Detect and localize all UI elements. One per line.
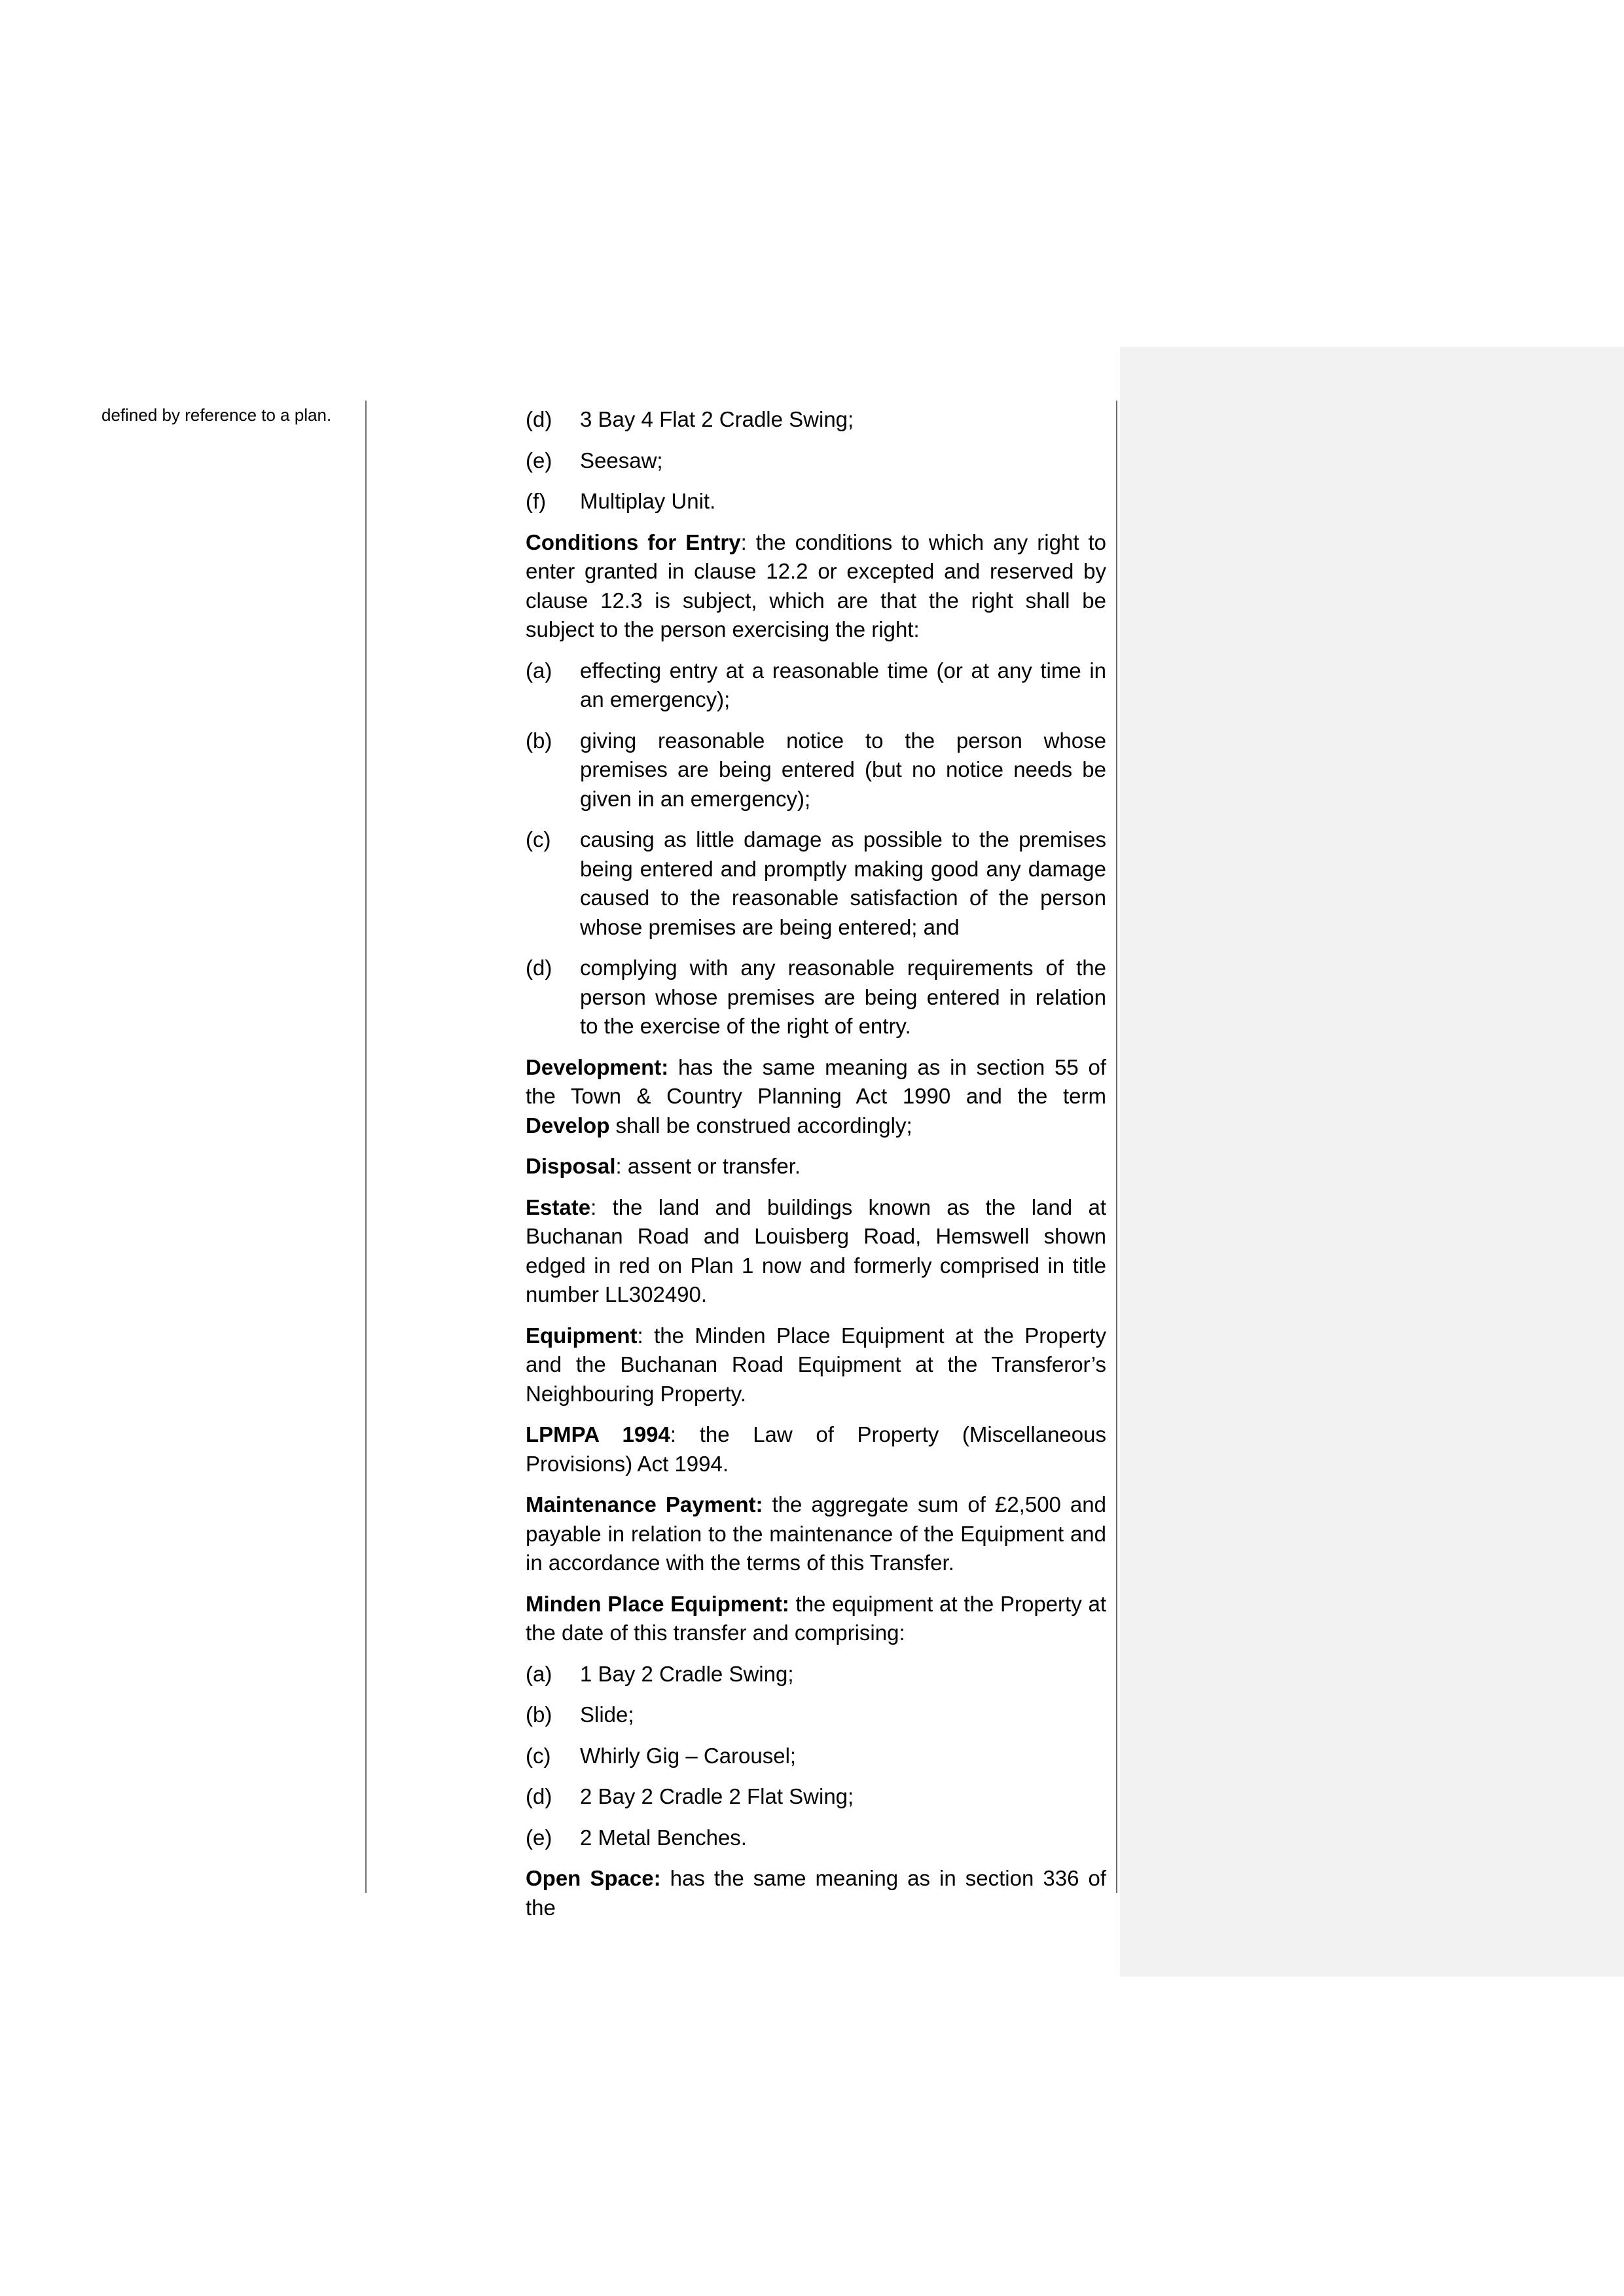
list-label: (d) — [526, 956, 552, 980]
defined-term: Estate — [526, 1194, 591, 1219]
list-label: (c) — [526, 1743, 551, 1768]
list-item — [526, 1782, 1106, 1812]
definition-open-space — [526, 1864, 1106, 1922]
defined-term: Development: — [526, 1054, 669, 1079]
defined-term: Minden Place Equipment: — [526, 1591, 789, 1616]
right-column-rule — [1116, 401, 1117, 1893]
list-text: 3 Bay 4 Flat 2 Cradle Swing; — [580, 407, 854, 431]
definition-text: : the land and buildings known as the land at Buchanan Road and Louisberg Road, Hemswell shown edged in red on Plan 1 now and formerly comprised in title number LL302490. — [526, 1194, 1106, 1306]
list-label: (d) — [526, 407, 552, 431]
list-text: Seesaw; — [580, 448, 663, 473]
definition-conditions-for-entry — [526, 528, 1106, 645]
definitions-body — [526, 405, 1106, 1934]
definition-development — [526, 1053, 1106, 1141]
defined-term: Maintenance Payment: — [526, 1492, 763, 1516]
definition-text: : the Minden Place Equipment at the Property and the Buchanan Road Equipment at the Transferor’s Neighbouring Property. — [526, 1323, 1106, 1406]
list-item — [526, 1742, 1106, 1771]
list-item — [526, 405, 1106, 435]
list-label: (e) — [526, 1825, 552, 1850]
list-item — [526, 954, 1106, 1041]
list-item — [526, 656, 1106, 715]
list-text: 2 Metal Benches. — [580, 1825, 747, 1850]
list-text: effecting entry at a reasonable time (or at any time in an emergency); — [580, 658, 1106, 711]
definition-minden-place-equipment — [526, 1590, 1106, 1648]
list-item — [526, 1700, 1106, 1730]
definition-text: : assent or transfer. — [615, 1154, 801, 1178]
list-text: 1 Bay 2 Cradle Swing; — [580, 1661, 794, 1686]
list-text: Multiplay Unit. — [580, 489, 716, 513]
defined-term: Open Space: — [526, 1866, 661, 1890]
defined-term: Equipment — [526, 1323, 638, 1348]
definition-text: has the same meaning as in section 336 of the — [526, 1866, 1106, 1920]
left-column-rule — [365, 401, 367, 1893]
list-item — [526, 446, 1106, 476]
list-text: Slide; — [580, 1702, 634, 1727]
list-label: (a) — [526, 658, 552, 683]
defined-term: Conditions for Entry — [526, 529, 741, 554]
definition-lpmpa — [526, 1420, 1106, 1479]
list-label: (b) — [526, 1702, 552, 1727]
definition-estate — [526, 1193, 1106, 1310]
list-text: 2 Bay 2 Cradle 2 Flat Swing; — [580, 1784, 854, 1808]
list-label: (d) — [526, 1784, 552, 1808]
list-label: (e) — [526, 448, 552, 473]
list-item — [526, 825, 1106, 942]
definition-text: shall be construed accordingly; — [609, 1113, 912, 1138]
list-label: (a) — [526, 1661, 552, 1686]
list-text: Whirly Gig – Carousel; — [580, 1743, 797, 1768]
definition-disposal — [526, 1152, 1106, 1181]
definition-text: : the Law of Property (Miscellaneous Provisions) Act 1994. — [526, 1422, 1106, 1476]
list-text: giving reasonable notice to the person whose premises are being entered (but no notice needs be given in an emergency); — [580, 728, 1106, 811]
list-item — [526, 1660, 1106, 1689]
definition-equipment — [526, 1321, 1106, 1409]
list-label: (f) — [526, 489, 547, 513]
definition-text: the equipment at the Property at the date of this transfer and comprising: — [526, 1591, 1106, 1645]
list-item — [526, 487, 1106, 516]
definition-text: : the conditions to which any right to enter granted in clause 12.2 or excepted and reserved by clause 12.3 is subject, which are that the right shall be subject to the person exercising the right: — [526, 529, 1106, 641]
defined-term: Develop — [526, 1113, 610, 1138]
list-item — [526, 726, 1106, 814]
defined-term: LPMPA 1994 — [526, 1422, 670, 1446]
list-label: (b) — [526, 728, 552, 753]
margin-note: defined by reference to a plan. — [101, 405, 332, 425]
definition-text: has the same meaning as in section 55 of the Town & Country Planning Act 1990 and the term — [526, 1054, 1106, 1108]
list-item — [526, 1823, 1106, 1853]
defined-term: Disposal — [526, 1154, 616, 1178]
definition-maintenance-payment — [526, 1490, 1106, 1578]
list-text: causing as little damage as possible to the premises being entered and promptly making good any damage caused to the reasonable satisfaction of the person whose premises are being entered; and — [580, 827, 1106, 939]
list-text: complying with any reasonable requirements of the person whose premises are being entered in relation to the exercise of the right of entry. — [580, 956, 1106, 1038]
definition-text: the aggregate sum of £2,500 and payable in relation to the maintenance of the Equipment and in accordance with the terms of this Transfer. — [526, 1492, 1106, 1575]
comment-pane — [1120, 347, 1624, 1977]
list-label: (c) — [526, 827, 551, 852]
